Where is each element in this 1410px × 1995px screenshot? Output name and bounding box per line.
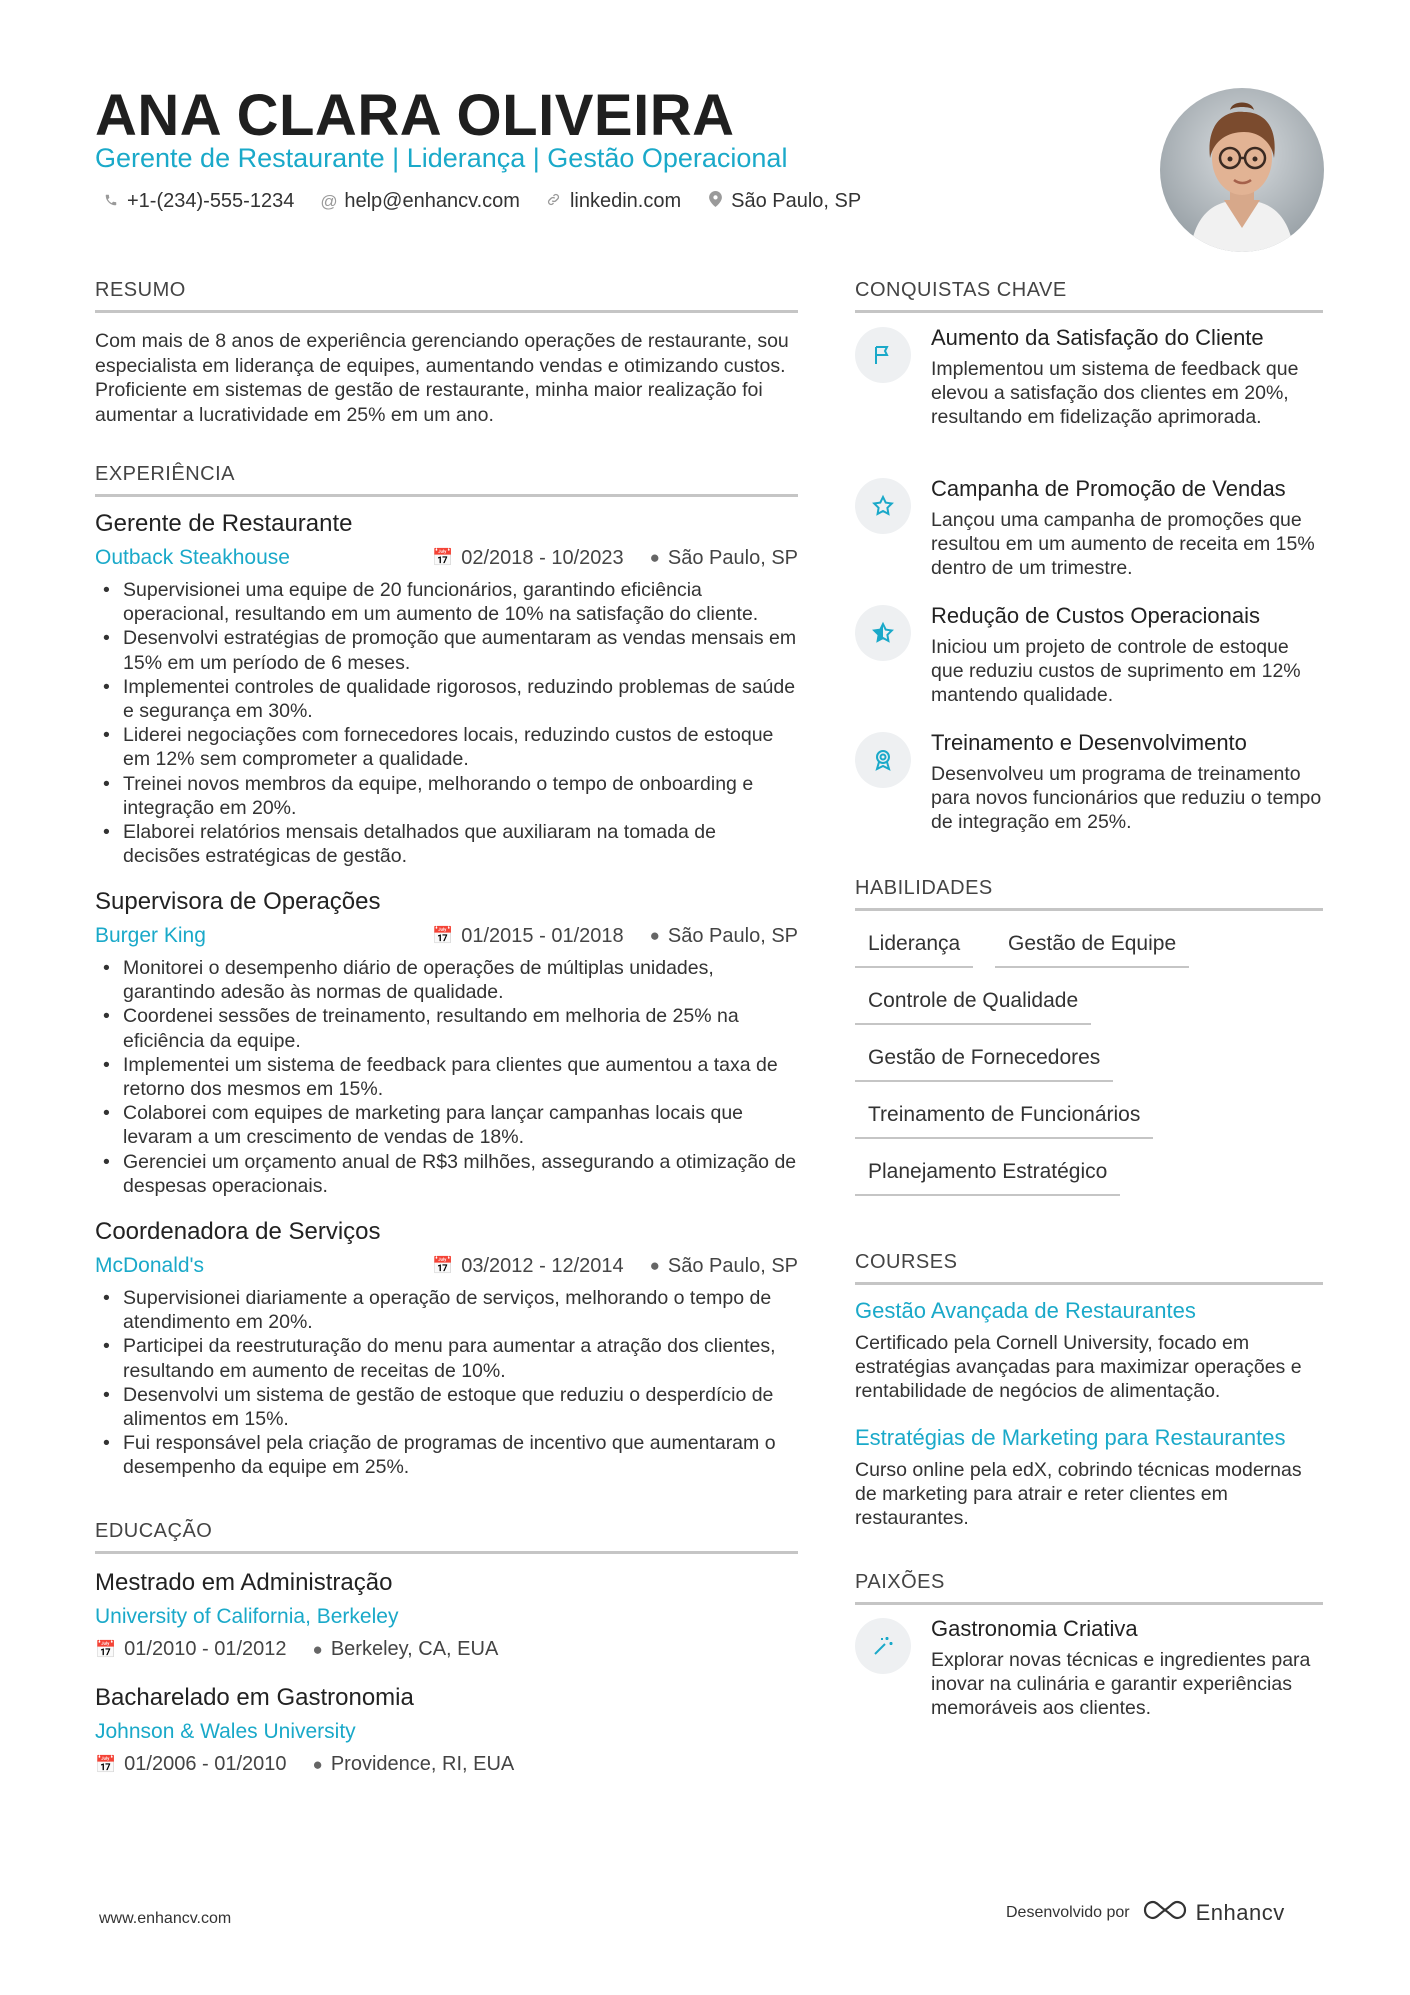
achievements-section-title: CONQUISTAS CHAVE bbox=[855, 279, 1323, 313]
phone-icon bbox=[103, 192, 119, 212]
location-icon: ● bbox=[312, 1639, 323, 1659]
degree-title: Mestrado em Administração bbox=[95, 1569, 393, 1596]
job-company: Burger King bbox=[95, 924, 206, 947]
job-location: São Paulo, SP bbox=[667, 546, 798, 569]
job-bullet: • Monitorei o desempenho diário de operações de múltiplas unidades, garantindo adesão às normas de qualidade. bbox=[95, 956, 798, 1004]
brand-logo[interactable] bbox=[1142, 1899, 1285, 1927]
job-bullet: • Fui responsável pela criação de programas de incentivo que aumentaram o desempenho da equipe em 25%. bbox=[95, 1431, 798, 1479]
candidate-title: Gerente de Restaurante | Liderança | Gestão Operacional bbox=[95, 143, 788, 173]
calendar-icon: 📅 bbox=[95, 1754, 117, 1774]
contact-phone[interactable] bbox=[103, 190, 294, 213]
job-bullets bbox=[95, 1286, 798, 1480]
skill-tag: Liderança bbox=[855, 932, 973, 968]
contact-location bbox=[707, 190, 861, 213]
profile-photo bbox=[1160, 88, 1324, 252]
star-icon bbox=[855, 478, 911, 534]
course-title: Gestão Avançada de Restaurantes bbox=[855, 1298, 1196, 1323]
courses-section-title: COURSES bbox=[855, 1251, 1323, 1285]
job-bullet: • Elaborei relatórios mensais detalhados que auxiliaram na tomada de decisões estratégicas de gestão. bbox=[95, 820, 798, 868]
achievement-title: Aumento da Satisfação do Cliente bbox=[931, 325, 1264, 350]
education-entry bbox=[95, 1569, 798, 1661]
job-bullet: • Coordenei sessões de treinamento, resultando em melhoria de 25% na eficiência da equipe. bbox=[95, 1004, 798, 1052]
job-bullet: • Treinei novos membros da equipe, melhorando o tempo de onboarding e integração em 20%. bbox=[95, 772, 798, 820]
contact-linkedin[interactable] bbox=[546, 190, 681, 213]
job-bullet: • Desenvolvi um sistema de gestão de estoque que reduziu o desperdício de alimentos em 15%. bbox=[95, 1383, 798, 1431]
calendar-icon: 📅 bbox=[95, 1639, 117, 1659]
location-icon: ● bbox=[312, 1754, 323, 1774]
job-entry bbox=[95, 888, 798, 1198]
job-location: São Paulo, SP bbox=[667, 924, 798, 947]
job-bullet: • Participei da reestruturação do menu para aumentar a atração dos clientes, resultando em aumento de receitas de 10%. bbox=[95, 1334, 798, 1382]
skill-tag: Controle de Qualidade bbox=[855, 989, 1091, 1025]
course-title: Estratégias de Marketing para Restaurantes bbox=[855, 1425, 1286, 1450]
school-name: University of California, Berkeley bbox=[95, 1605, 399, 1628]
job-title: Coordenadora de Serviços bbox=[95, 1218, 381, 1245]
job-company: McDonald's bbox=[95, 1254, 205, 1277]
candidate-name: ANA CLARA OLIVEIRA bbox=[95, 83, 735, 148]
flag-icon bbox=[855, 327, 911, 383]
education-entry bbox=[95, 1684, 798, 1776]
job-bullet: • Supervisionei uma equipe de 20 funcionários, garantindo eficiência operacional, resultando em um aumento de 10% na satisfação do cliente. bbox=[95, 578, 798, 626]
brand-name: Enhancv bbox=[1195, 1900, 1285, 1925]
summary-section-title: RESUMO bbox=[95, 279, 798, 313]
achievement-desc: Lançou uma campanha de promoções que resultou em um aumento de receita em 15% dentro de um trimestre. bbox=[931, 509, 1315, 580]
achievement-title: Redução de Custos Operacionais bbox=[931, 603, 1260, 628]
job-bullets bbox=[95, 578, 798, 868]
skill-tag: Planejamento Estratégico bbox=[855, 1160, 1120, 1196]
calendar-icon: 📅 bbox=[432, 926, 454, 945]
footer-powered-by: Desenvolvido por bbox=[1006, 1904, 1130, 1921]
education-dates: 01/2010 - 01/2012 bbox=[124, 1638, 287, 1660]
achievement-desc: Iniciou um projeto de controle de estoque que reduziu custos de suprimento em 12% mantendo qualidade. bbox=[931, 636, 1301, 707]
location-icon: ● bbox=[649, 548, 660, 567]
education-location: Berkeley, CA, EUA bbox=[330, 1638, 499, 1660]
job-bullet: • Supervisionei diariamente a operação de serviços, melhorando o tempo de atendimento em 20%. bbox=[95, 1286, 798, 1334]
at-icon: @ bbox=[320, 191, 338, 211]
job-entry bbox=[95, 1218, 798, 1480]
achievement-desc: Desenvolveu um programa de treinamento para novos funcionários que reduziu o tempo de integração em 25%. bbox=[931, 763, 1322, 834]
contact-bar bbox=[103, 190, 861, 213]
job-bullets bbox=[95, 956, 798, 1198]
achievement-item bbox=[855, 325, 1325, 430]
award-icon bbox=[855, 732, 911, 788]
job-company: Outback Steakhouse bbox=[95, 546, 290, 569]
experience-section-title: EXPERIÊNCIA bbox=[95, 463, 798, 497]
contact-location-text: São Paulo, SP bbox=[731, 190, 862, 212]
location-icon: ● bbox=[649, 926, 660, 945]
contact-linkedin-text: linkedin.com bbox=[569, 190, 682, 212]
link-icon bbox=[546, 192, 562, 212]
passion-desc: Explorar novas técnicas e ingredientes para inovar na culinária e garantir experiências memoráveis aos clientes. bbox=[931, 1649, 1311, 1720]
achievement-item bbox=[855, 476, 1325, 581]
passions-section-title: PAIXÕES bbox=[855, 1571, 1323, 1605]
achievement-title: Treinamento e Desenvolvimento bbox=[931, 730, 1247, 755]
achievement-title: Campanha de Promoção de Vendas bbox=[931, 476, 1286, 501]
job-bullet: • Implementei um sistema de feedback para clientes que aumentou a taxa de retorno dos mesmos em 15%. bbox=[95, 1053, 798, 1101]
achievement-item bbox=[855, 603, 1325, 708]
contact-email[interactable] bbox=[320, 190, 520, 213]
achievement-item bbox=[855, 730, 1325, 835]
skill-tag: Gestão de Fornecedores bbox=[855, 1046, 1113, 1082]
achievement-desc: Implementou um sistema de feedback que elevou a satisfação dos clientes em 20%, resultando em fidelização aprimorada. bbox=[931, 358, 1299, 429]
skills-section-title: HABILIDADES bbox=[855, 877, 1323, 911]
course-desc: Curso online pela edX, cobrindo técnicas modernas de marketing para atrair e reter clientes em restaurantes. bbox=[855, 1459, 1302, 1530]
job-title: Gerente de Restaurante bbox=[95, 510, 353, 537]
degree-title: Bacharelado em Gastronomia bbox=[95, 1684, 414, 1711]
course-item bbox=[855, 1425, 1325, 1531]
job-dates: 01/2015 - 01/2018 bbox=[461, 924, 624, 947]
passion-item bbox=[855, 1616, 1325, 1721]
contact-email-text: help@enhancv.com bbox=[344, 190, 520, 212]
calendar-icon: 📅 bbox=[432, 548, 454, 567]
summary-text: Com mais de 8 anos de experiência gerenciando operações de restaurante, sou especialista em liderança de equipes, aumentando vendas e otimizando custos. Proficiente em sistemas de gestão de restaurante, minha maior realização foi aumentar a lucratividade em 25% em um ano. bbox=[95, 330, 789, 426]
job-entry bbox=[95, 510, 798, 868]
job-dates: 02/2018 - 10/2023 bbox=[461, 546, 624, 569]
calendar-icon: 📅 bbox=[432, 1256, 454, 1275]
contact-phone-text: +1-(234)-555-1234 bbox=[127, 190, 295, 212]
job-bullet: • Colaborei com equipes de marketing para lançar campanhas locais que levaram a um crescimento de vendas de 18%. bbox=[95, 1101, 798, 1149]
location-icon: ● bbox=[649, 1256, 660, 1275]
job-dates: 03/2012 - 12/2014 bbox=[461, 1254, 624, 1277]
star-half-icon bbox=[855, 605, 911, 661]
footer-branding bbox=[1006, 1899, 1285, 1927]
job-location: São Paulo, SP bbox=[667, 1254, 798, 1277]
magic-wand-icon bbox=[855, 1618, 911, 1674]
job-bullet: • Liderei negociações com fornecedores locais, reduzindo custos de estoque em 12% sem comprometer a qualidade. bbox=[95, 723, 798, 771]
skill-tag: Treinamento de Funcionários bbox=[855, 1103, 1153, 1139]
job-bullet: • Desenvolvi estratégias de promoção que aumentaram as vendas mensais em 15% em um período de 6 meses. bbox=[95, 626, 798, 674]
course-desc: Certificado pela Cornell University, focado em estratégias avançadas para maximizar operações e rentabilidade de negócios de alimentação. bbox=[855, 1332, 1302, 1403]
skill-tag: Gestão de Equipe bbox=[995, 932, 1189, 968]
job-bullet: • Implementei controles de qualidade rigorosos, reduzindo problemas de saúde e segurança em 30%. bbox=[95, 675, 798, 723]
course-item bbox=[855, 1298, 1325, 1404]
school-name: Johnson & Wales University bbox=[95, 1720, 356, 1743]
education-dates: 01/2006 - 01/2010 bbox=[124, 1753, 287, 1775]
education-location: Providence, RI, EUA bbox=[330, 1753, 515, 1775]
enhancv-logo-icon bbox=[1142, 1899, 1188, 1927]
education-section-title: EDUCAÇÃO bbox=[95, 1520, 798, 1554]
location-icon bbox=[707, 191, 723, 212]
job-title: Supervisora de Operações bbox=[95, 888, 381, 915]
job-bullet: • Gerenciei um orçamento anual de R$3 milhões, assegurando a otimização de despesas operacionais. bbox=[95, 1150, 798, 1198]
footer-website[interactable]: www.enhancv.com bbox=[99, 1910, 232, 1927]
passion-title: Gastronomia Criativa bbox=[931, 1616, 1138, 1641]
